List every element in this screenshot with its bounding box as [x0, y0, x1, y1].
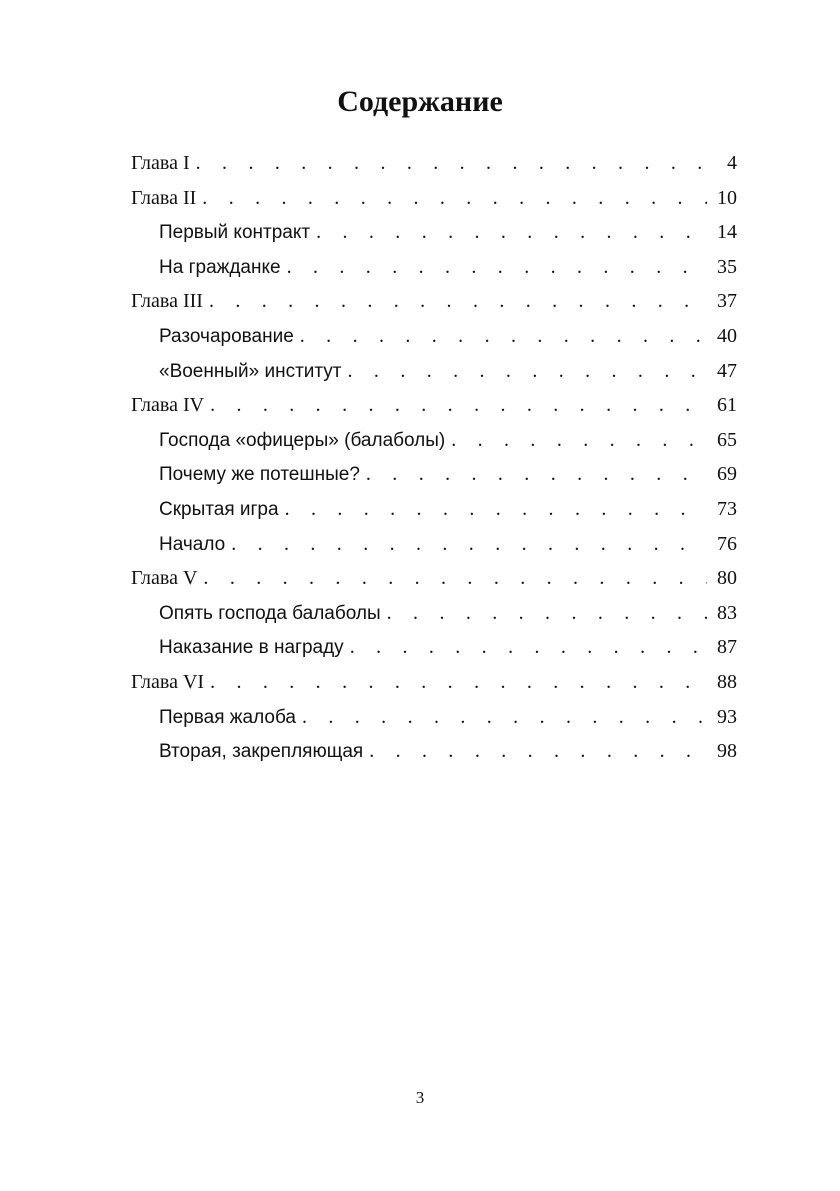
- toc-entry-label: Глава VI: [131, 670, 205, 693]
- toc-entry-label: Глава V: [131, 567, 198, 590]
- toc-dot-leader: [210, 388, 707, 423]
- toc-entry-page: 83: [717, 601, 737, 624]
- toc-section-entry[interactable]: [131, 734, 737, 769]
- toc-section-entry[interactable]: [131, 527, 737, 562]
- toc-entry-page: 61: [717, 394, 737, 417]
- toc-section-entry[interactable]: [131, 250, 737, 285]
- toc-entry-page: 37: [717, 290, 737, 313]
- toc-section-entry[interactable]: [131, 423, 737, 458]
- toc-dot-leader: [348, 354, 707, 389]
- toc-entry-label: Почему же потешные?: [159, 464, 360, 486]
- toc-entry-label: Первый контракт: [159, 222, 311, 244]
- toc-entry-label: Начало: [159, 533, 226, 555]
- toc-chapter-entry[interactable]: [131, 388, 737, 423]
- toc-section-entry[interactable]: [131, 700, 737, 735]
- toc-entry-label: На гражданке: [159, 256, 281, 278]
- page-number: 3: [415, 1088, 425, 1107]
- toc-entry-page: 40: [717, 324, 737, 347]
- toc-entry-page: 98: [717, 740, 737, 763]
- toc-dot-leader: [196, 146, 707, 181]
- toc-dot-leader: [285, 492, 707, 527]
- toc-dot-leader: [210, 665, 707, 700]
- toc-entry-page: 47: [717, 359, 737, 382]
- table-of-contents: [131, 146, 737, 769]
- toc-entry-label: Глава II: [131, 186, 197, 209]
- toc-entry-label: Глава I: [131, 152, 190, 174]
- toc-dot-leader: [369, 734, 707, 769]
- toc-dot-leader: [203, 561, 707, 596]
- toc-dot-leader: [302, 700, 707, 735]
- toc-entry-label: Опять господа балаболы: [159, 602, 381, 624]
- toc-entry-page: 76: [717, 532, 737, 555]
- toc-dot-leader: [300, 319, 707, 354]
- toc-section-entry[interactable]: [131, 319, 737, 354]
- toc-entry-page: 69: [717, 463, 737, 486]
- toc-dot-leader: [350, 630, 707, 665]
- toc-chapter-entry[interactable]: [131, 181, 737, 216]
- toc-entry-label: Разочарование: [159, 325, 294, 347]
- toc-section-entry[interactable]: [131, 215, 737, 250]
- toc-section-entry[interactable]: [131, 630, 737, 665]
- toc-dot-leader: [451, 423, 707, 458]
- toc-entry-label: Первая жалоба: [159, 706, 296, 728]
- toc-section-entry[interactable]: [131, 457, 737, 492]
- toc-section-entry[interactable]: [131, 492, 737, 527]
- toc-entry-label: «Военный» институт: [159, 360, 342, 382]
- toc-entry-page: 73: [717, 497, 737, 520]
- toc-entry-label: Наказание в награду: [159, 637, 344, 659]
- toc-entry-page: 93: [717, 705, 737, 728]
- toc-entry-page: 88: [717, 670, 737, 693]
- toc-chapter-entry[interactable]: [131, 284, 737, 319]
- page-title: Содержание: [337, 85, 503, 118]
- toc-chapter-entry[interactable]: [131, 561, 737, 596]
- toc-dot-leader: [202, 181, 707, 216]
- toc-entry-page: 65: [717, 428, 737, 451]
- toc-chapter-entry[interactable]: [131, 665, 737, 700]
- toc-entry-page: 80: [717, 567, 737, 590]
- toc-section-entry[interactable]: [131, 596, 737, 631]
- toc-dot-leader: [231, 527, 707, 562]
- toc-entry-page: 10: [717, 186, 737, 209]
- toc-entry-label: Господа «офицеры» (балаболы): [159, 429, 446, 451]
- toc-section-entry[interactable]: [131, 354, 737, 389]
- toc-dot-leader: [287, 250, 707, 285]
- toc-entry-label: Вторая, закрепляющая: [159, 741, 364, 763]
- toc-entry-label: Глава III: [131, 290, 203, 313]
- toc-entry-page: 4: [727, 152, 737, 174]
- toc-dot-leader: [209, 284, 707, 319]
- toc-chapter-entry[interactable]: [131, 146, 737, 181]
- toc-dot-leader: [316, 215, 707, 250]
- toc-dot-leader: [387, 596, 707, 631]
- toc-dot-leader: [366, 457, 707, 492]
- toc-entry-page: 35: [717, 255, 737, 278]
- toc-entry-label: Скрытая игра: [159, 498, 279, 520]
- toc-entry-page: 87: [717, 636, 737, 659]
- toc-entry-page: 14: [717, 221, 737, 244]
- toc-entry-label: Глава IV: [131, 394, 205, 417]
